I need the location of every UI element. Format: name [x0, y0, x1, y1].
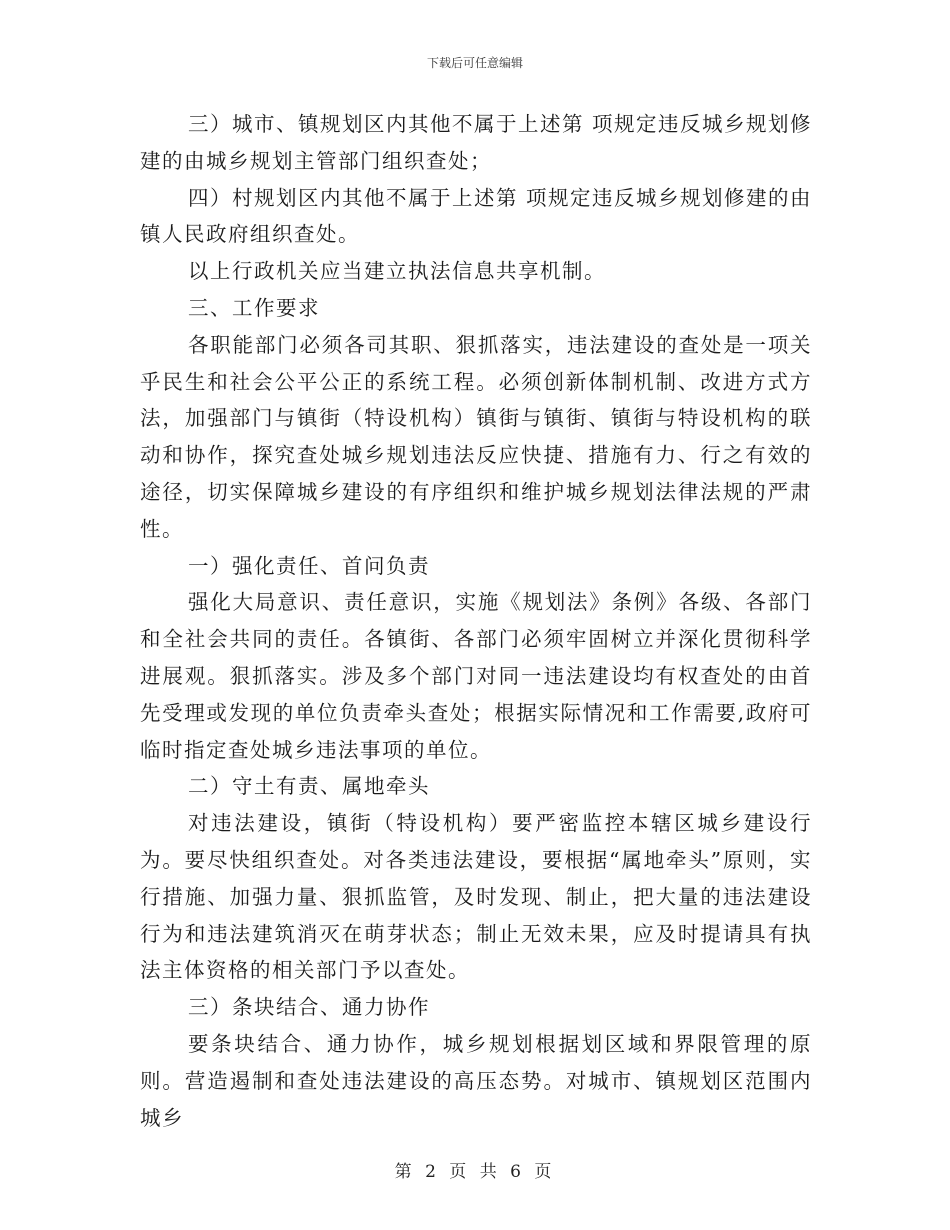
paragraph-responsibility: 强化大局意识、责任意识，实施《规划法》条例》各级、各部门和全社会共同的责任。各镇街、各部门必须牢固树立并深化贯彻科学进展观。狠抓落实。涉及多个部门对同一违法建设均有权查处的由首先受理或发现的单位负责牵头查处；根据实际情况和工作需要,政府可临时指定查处城乡违法事项的单位。: [140, 590, 812, 762]
document-body: [140, 106, 812, 1136]
paragraph-item-4-village: 四）村规划区内其他不属于上述第 项规定违反城乡规划修建的由镇人民政府组织查处。: [140, 185, 813, 247]
page-header: 下载后可任意编辑: [426, 56, 523, 70]
section-heading-work-requirements: 三、工作要求: [188, 295, 320, 320]
paragraph-info-sharing: 以上行政机关应当建立执法信息共享机制。: [188, 259, 606, 284]
paragraph-item-3-city: 三）城市、镇规划区内其他不属于上述第 项规定违反城乡规划修建的由城乡规划主管部门组织查处；: [140, 112, 813, 173]
subheading-territorial: 二）守土有责、属地牵头: [188, 774, 430, 799]
subheading-responsibility: 一）强化责任、首问负责: [188, 553, 430, 578]
paragraph-territorial: 对违法建设，镇街（特设机构）要严密监控本辖区城乡建设行为。要尽快组织查处。对各类违法建设，要根据“属地牵头”原则，实行措施、加强力量、狠抓监管，及时发现、制止，把大量的违法建设行为和违法建筑消灭在萌芽状态；制止无效未果，应及时提请具有执法主体资格的相关部门予以查处。: [140, 811, 812, 983]
subheading-cooperation: 三）条块结合、通力协作: [188, 995, 430, 1020]
page-number: 第 2 页 共 6 页: [394, 1162, 556, 1182]
paragraph-work-requirements: 各职能部门必须各司其职、狠抓落实，违法建设的查处是一项关乎民生和社会公平公正的系统工程。必须创新体制机制、改进方式方法，加强部门与镇街（特设机构）镇街与镇街、镇街与特设机构的联动和协作，探究查处城乡规划违法反应快捷、措施有力、行之有效的途径，切实保障城乡建设的有序组织和维护城乡规划法律法规的严肃性。: [140, 332, 812, 541]
paragraph-cooperation: 要条块结合、通力协作，城乡规划根据划区域和界限管理的原则。营造遏制和查处违法建设的高压态势。对城市、镇规划区范围内城乡: [140, 1031, 812, 1130]
